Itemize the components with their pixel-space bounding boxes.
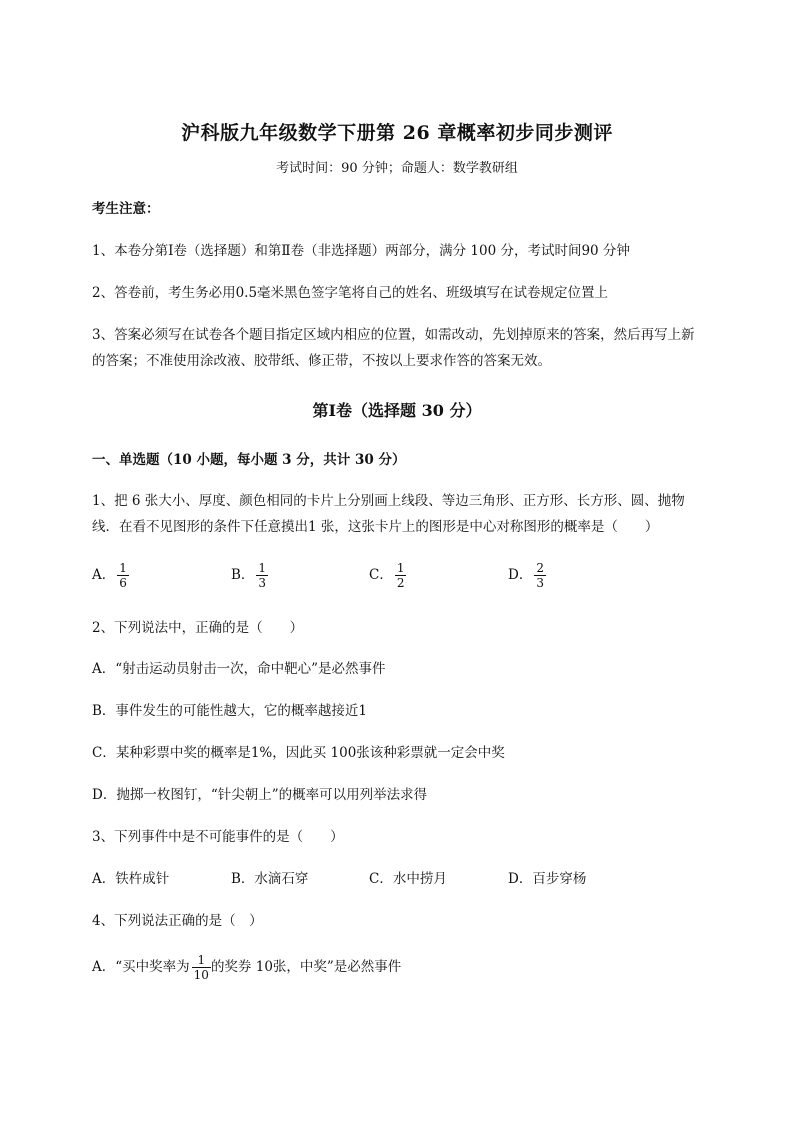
q2-option-b[interactable]: B．事件发生的可能性越大，它的概率越接近1	[92, 703, 368, 719]
q4-option-a-suffix: 的奖券 10张，中奖”是必然事件	[210, 959, 402, 975]
fraction: $\frac{1}{3}$	[258, 561, 267, 590]
fraction: $\frac{1}{10}$	[193, 953, 209, 982]
notice-item-1: 1、本卷分第Ⅰ卷（选择题）和第Ⅱ卷（非选择题）两部分，满分 100 分，考试时间90 分钟	[92, 243, 630, 259]
q4-option-a[interactable]	[92, 953, 401, 982]
page-title: 沪科版九年级数学下册第 26 章概率初步同步测评	[181, 122, 613, 144]
q2-option-d[interactable]: D．抛掷一枚图钉，“针尖朝上”的概率可以用列举法求得	[92, 787, 428, 803]
q2-option-a[interactable]: A．“射击运动员射击一次，命中靶心”是必然事件	[92, 661, 386, 677]
option-label: B．	[231, 567, 255, 583]
notice-item-3-cont: 的答案；不准使用涂改液、胶带纸、修正带，不按以上要求作答的答案无效。	[92, 353, 551, 369]
exam-subtitle: 考试时间：90 分钟；命题人：数学教研组	[276, 161, 518, 176]
fraction: $\frac{2}{3}$	[536, 561, 544, 590]
notice-item-3: 3、答案必须写在试卷各个题目指定区域内相应的位置，如需改动，先划掉原来的答案，然后再写上新	[92, 327, 695, 343]
fraction: $\frac{1}{2}$	[396, 561, 405, 590]
q1-stem-line1: 1、把 6 张大小、厚度、颜色相同的卡片上分别画上线段、等边三角形、正方形、长方形、圆、抛物	[92, 493, 685, 509]
notice-heading: 考生注意：	[92, 201, 160, 217]
section-title: 第Ⅰ卷（选择题 30 分）	[312, 401, 482, 420]
q4-stem: 4、下列说法正确的是（ ）	[92, 913, 263, 929]
part-heading: 一、单选题（10 小题，每小题 3 分，共计 30 分）	[92, 452, 406, 468]
q3-option-b[interactable]: B．水滴石穿	[231, 871, 309, 887]
fraction: $\frac{1}{6}$	[119, 561, 127, 590]
q1-stem-line2: 线．在看不见图形的条件下任意摸出1 张，这张卡片上的图形是中心对称图形的概率是（ ）	[92, 519, 659, 535]
notice-item-2: 2、答卷前，考生务必用0.5毫米黑色签字笔将自己的姓名、班级填写在试卷规定位置上	[92, 285, 609, 301]
q1-option-c[interactable]	[369, 561, 406, 590]
q3-option-a[interactable]: A．铁杵成针	[92, 871, 170, 887]
q1-option-b[interactable]	[231, 561, 268, 590]
q1-option-a[interactable]	[92, 561, 129, 590]
q2-option-c[interactable]: C．某种彩票中奖的概率是1%，因此买 100张该种彩票就一定会中奖	[92, 745, 505, 761]
q3-option-c[interactable]: C．水中捞月	[369, 871, 447, 887]
q2-stem: 2、下列说法中，正确的是（ ）	[92, 620, 304, 636]
q4-option-a-prefix: A．“买中奖率为	[92, 959, 190, 975]
option-label: C．	[369, 567, 393, 583]
q3-stem: 3、下列事件中是不可能事件的是（ ）	[92, 829, 344, 845]
option-label: A．	[92, 567, 116, 583]
q1-option-d[interactable]	[508, 561, 546, 590]
q3-option-d[interactable]: D．百步穿杨	[508, 871, 587, 887]
option-label: D．	[508, 567, 533, 583]
